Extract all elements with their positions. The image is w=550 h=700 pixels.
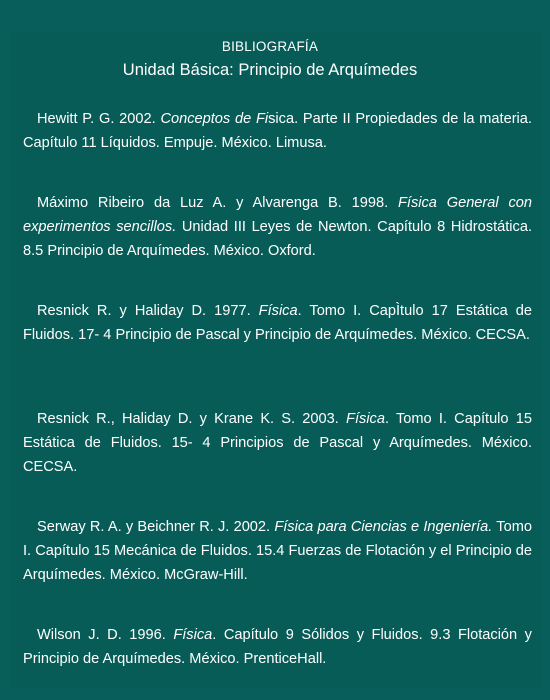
reference-title: Conceptos de Fi: [160, 111, 269, 127]
reference-item: [23, 191, 532, 263]
reference-title: Física: [173, 627, 213, 643]
reference-details: sica. Parte II Propiedades de la materia. Capítulo 11 Líquidos. Empuje. México. Limusa.: [23, 111, 532, 151]
reference-item: [23, 407, 532, 479]
reference-authors: Hewitt P. G. 2002.: [37, 111, 161, 127]
reference-item: [23, 515, 532, 587]
reference-details: Tomo I. Capítulo 15 Mecánica de Fluidos. 15.4 Fuerzas de Flotación y el Principio de Arquímedes. México. McGraw-Hill.: [23, 519, 532, 583]
reference-authors: Máximo Ribeiro da Luz A. y Alvarenga B. 1998.: [37, 195, 398, 211]
reference-title: Física: [346, 411, 385, 427]
reference-details: . Tomo I. CapÌtulo 17 Estática de Fluidos. 17- 4 Principio de Pascal y Principio de Arquímedes. México. CECSA.: [23, 303, 532, 343]
reference-details: . Tomo I. Capítulo 15 Estática de Fluidos. 15- 4 Principios de Pascal y Arquímedes. México. CECSA.: [23, 411, 532, 475]
reference-item: [23, 107, 532, 155]
reference-details: Unidad III Leyes de Newton. Capítulo 8 Hidrostática. 8.5 Principio de Arquímedes. México. Oxford.: [23, 219, 533, 259]
reference-authors: Wilson J. D. 1996.: [37, 627, 174, 643]
reference-authors: Resnick R. y Haliday D. 1977.: [37, 303, 259, 319]
section-heading: BIBLIOGRAFÍA: [221, 39, 319, 54]
reference-item: [23, 299, 532, 347]
reference-item: [23, 623, 532, 671]
reference-details: . Capítulo 9 Sólidos y Fluidos. 9.3 Flotación y Principio de Arquímedes. México. PrenticeHall.: [23, 627, 532, 667]
reference-title: Física para Ciencias e Ingeniería.: [274, 519, 493, 535]
reference-title: Física General con experimentos sencillos.: [23, 195, 532, 235]
reference-title: Física: [258, 303, 298, 319]
reference-authors: Resnick R., Haliday D. y Krane K. S. 2003.: [37, 411, 347, 427]
page-subtitle: Unidad Básica: Principio de Arquímedes: [122, 61, 418, 79]
reference-authors: Serway R. A. y Beichner R. J. 2002.: [37, 519, 275, 535]
